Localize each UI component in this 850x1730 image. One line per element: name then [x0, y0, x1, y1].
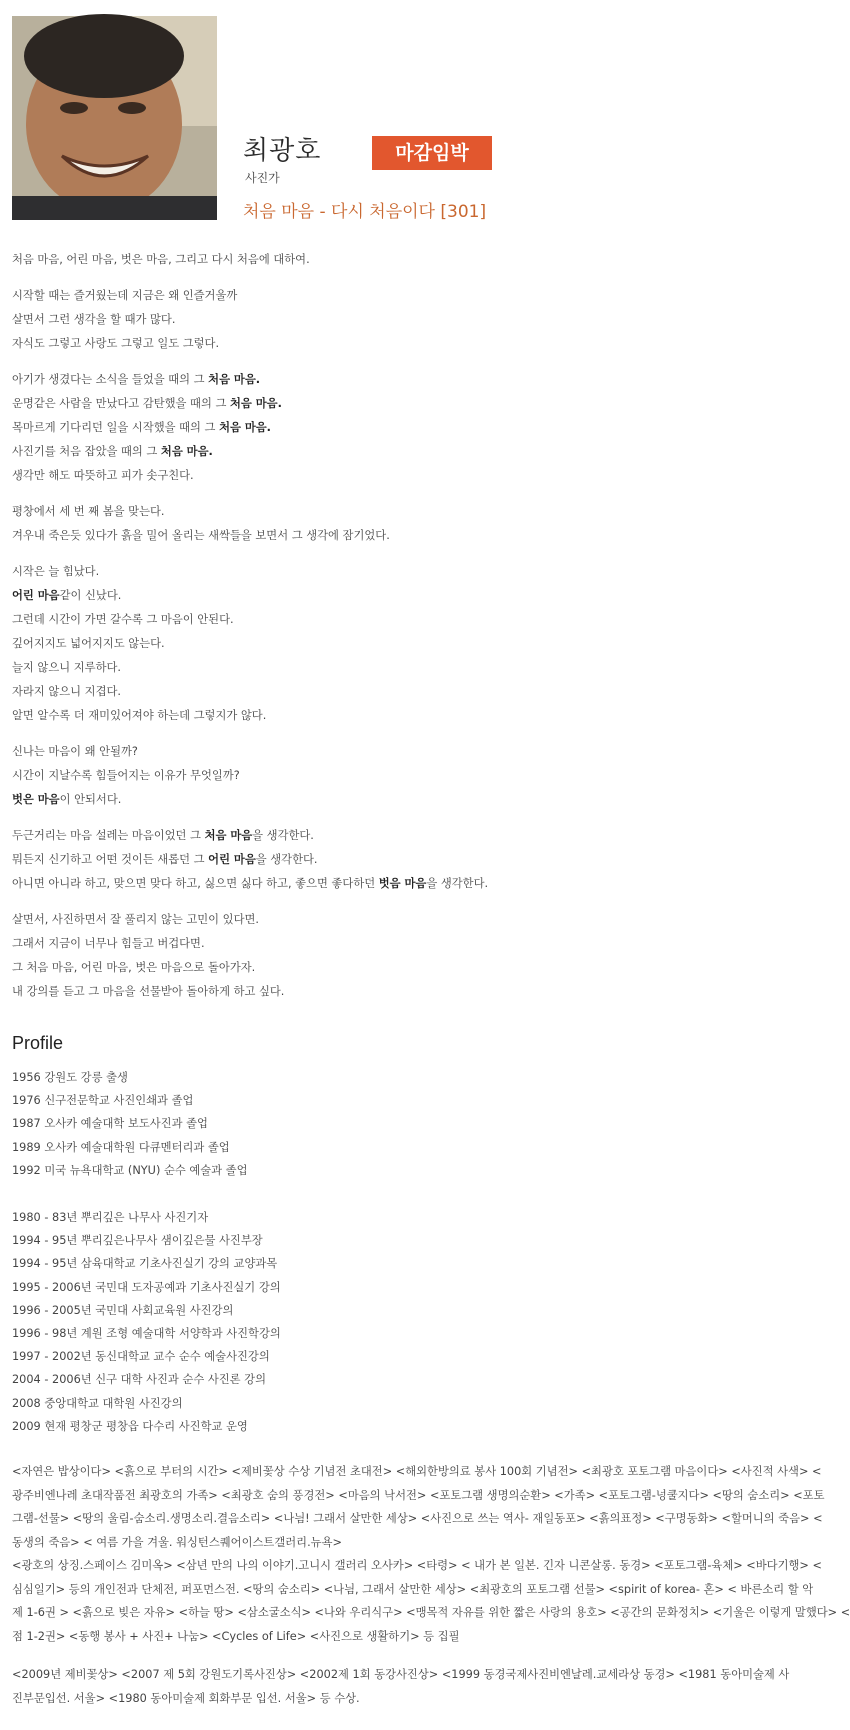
- intro-line: [12, 848, 712, 872]
- intro-line: [12, 416, 712, 440]
- intro-line: [12, 740, 712, 764]
- intro-paragraph: [12, 500, 712, 548]
- works-line: 그램-선물> <땅의 울림-숨소리.생명소리.결음소리> <나늼! 그래서 살만한 세상> <사진으로 쓰는 역사- 재일동포> <흙의표정> <구명동화> <할머니의 죽음> <: [12, 1512, 823, 1525]
- intro-line: [12, 980, 712, 1004]
- intro-line: [12, 680, 712, 704]
- career-item: 2008 중앙대학교 대학원 사진강의: [12, 1396, 183, 1410]
- intro-line: [12, 308, 712, 332]
- awards-line: <2009년 제비꽃상> <2007 제 5회 강원도기록사진상> <2002제 1회 동강사진상> <1999 동경국제사진비엔날레.교세라상 동경> <1981 동아미술제 사: [12, 1668, 790, 1681]
- profile-photo: [12, 16, 217, 220]
- text-segment: 시작할 때는 즐거웠는데 지금은 왜 인즐거울까: [12, 289, 238, 302]
- text-segment: 뭐든지 신기하고 어떤 것이든 새롭던 그: [12, 853, 209, 866]
- works-line: 심심일기> 등의 개인전과 단체전, 퍼포먼스전. <땅의 숨소리> <나늼, 그래서 살만한 세상> <최광호의 포토그램 선물> <spirit of korea- 혼> < 바른소리 할 악: [12, 1582, 814, 1596]
- intro-line: [12, 500, 712, 524]
- emphasis-text: 벗음 마음: [378, 877, 427, 890]
- intro-paragraph: [12, 824, 712, 896]
- emphasis-text: 처음 마음.: [219, 421, 271, 434]
- works-line: 동생의 죽음> < 여름 가을 겨울. 워싱턴스퀘어이스트갤러리.뉴욕>: [12, 1535, 342, 1549]
- text-segment: 자라지 않으니 지겹다.: [12, 685, 121, 698]
- intro-line: [12, 584, 712, 608]
- intro-paragraph: [12, 740, 712, 812]
- text-segment: 처음 마음, 어린 마음, 벗은 마음, 그리고 다시 처음에 대하여.: [12, 253, 310, 266]
- intro-paragraph: [12, 908, 712, 1004]
- awards-list: [12, 1663, 790, 1710]
- intro-line: [12, 608, 712, 632]
- deadline-badge: 마감임박: [372, 136, 492, 170]
- education-item: 1987 오사카 예술대학 보도사진과 졸업: [12, 1117, 208, 1131]
- intro-line: [12, 332, 712, 356]
- works-line: <광호의 상징.스페이스 김미옥> <삼년 만의 나의 이야기.고니시 갤러리 오사카> <타령> < 내가 본 일본. 긴자 니콘살롱. 동경> <포토그램-육체> <바다기행> <: [12, 1559, 822, 1572]
- text-segment: 살면서 그런 생각을 할 때가 많다.: [12, 313, 176, 326]
- text-segment: 그 처음 마음, 어린 마음, 벗은 마음으로 돌아가자.: [12, 961, 256, 974]
- intro-line: [12, 764, 712, 788]
- intro-line: [12, 632, 712, 656]
- portrait-image: [12, 16, 217, 220]
- intro-line: [12, 560, 712, 584]
- text-segment: 목마르게 기다리던 일을 시작했을 때의 그: [12, 421, 220, 434]
- intro-line: [12, 872, 712, 896]
- intro-line: [12, 956, 712, 980]
- emphasis-text: 처음 마음.: [160, 445, 213, 458]
- profile-heading: Profile: [12, 1033, 64, 1053]
- career-item: 1995 - 2006년 국민대 도자공예과 기초사진실기 강의: [12, 1280, 281, 1294]
- education-item: 1976 신구전문학교 사진인쇄과 졸업: [12, 1094, 194, 1108]
- career-item: 1980 - 83년 뿌리깊은 나무사 사진기자: [12, 1211, 209, 1225]
- career-item: 2009 현재 평창군 평창읍 다수리 사진학교 운영: [12, 1419, 248, 1433]
- text-segment: 평창에서 세 번 째 봄을 맞는다.: [12, 505, 165, 518]
- text-segment: 두근거리는 마음 설레는 마음이었던 그: [12, 829, 205, 842]
- text-segment: 을 생각한다.: [252, 829, 314, 842]
- education-item: 1956 강원도 강릉 출생: [12, 1071, 128, 1084]
- emphasis-text: 벗은 마음: [12, 793, 60, 806]
- text-segment: 그래서 지금이 너무나 힘들고 버겁다면.: [12, 937, 205, 950]
- intro-line: [12, 284, 712, 308]
- text-segment: 아니면 아니라 하고, 맞으면 맞다 하고, 싫으면 싫다 하고, 좋으면 좋다하던: [12, 877, 379, 890]
- text-segment: 을 생각한다.: [426, 877, 489, 890]
- text-segment: 같이 신났다.: [59, 589, 122, 602]
- intro-paragraph: [12, 284, 712, 356]
- works-line: 제 1-6권 > <흙으로 빚은 자유> <하늘 땅> <삼소굴소식> <나와 우리식구> <맹목적 자유를 위한 짧은 사랑의 용호> <공간의 문화정치> <기울은 이렇게 말했다> <: [12, 1606, 850, 1619]
- text-segment: 늘지 않으니 지루하다.: [12, 661, 121, 674]
- text-segment: 깊어지지도 넓어지지도 않는다.: [12, 637, 165, 650]
- text-segment: 을 생각한다.: [255, 853, 318, 866]
- intro-line: [12, 908, 712, 932]
- intro-line: [12, 824, 712, 848]
- text-segment: 알면 알수록 더 재미있어져야 하는데 그렇지가 않다.: [12, 709, 267, 722]
- course-description: [12, 248, 712, 1016]
- text-segment: 시작은 늘 힘났다.: [12, 565, 100, 578]
- intro-line: [12, 392, 712, 416]
- intro-line: [12, 932, 712, 956]
- intro-line: [12, 788, 712, 812]
- emphasis-text: 처음 마음.: [229, 397, 282, 410]
- course-title: 처음 마음 - 다시 처음이다 [301]: [243, 202, 487, 222]
- awards-line: 진부문입선. 서울> <1980 동아미술제 회화부문 입선. 서울> 등 수상.: [12, 1691, 360, 1705]
- intro-line: [12, 704, 712, 728]
- text-segment: 이 안되서다.: [59, 793, 122, 806]
- education-list: [12, 1066, 712, 1182]
- text-segment: 사진기를 처음 잡았을 때의 그: [12, 445, 161, 458]
- intro-line: [12, 440, 712, 464]
- career-list: [12, 1206, 712, 1438]
- education-item: 1992 미국 뉴욕대학교 (NYU) 순수 예술과 졸업: [12, 1163, 248, 1177]
- career-item: 1994 - 95년 뿌리깊은나무사 샘이깊은물 사진부장: [12, 1234, 263, 1248]
- text-segment: 신나는 마음이 왜 안될까?: [12, 745, 138, 758]
- career-item: 2004 - 2006년 신구 대학 사진과 순수 사진론 강의: [12, 1373, 266, 1387]
- intro-line: [12, 464, 712, 488]
- text-segment: 그런데 시간이 가면 갈수록 그 마음이 안된다.: [12, 613, 234, 626]
- career-item: 1996 - 2005년 국민대 사회교육원 사진강의: [12, 1303, 234, 1317]
- intro-line: [12, 368, 712, 392]
- intro-line: [12, 656, 712, 680]
- author-role: 사진가: [245, 171, 280, 185]
- career-item: 1996 - 98년 계원 조형 예술대학 서양학과 사진학강의: [12, 1327, 281, 1341]
- emphasis-text: 처음 마음: [204, 829, 253, 842]
- text-segment: 아기가 생겼다는 소식을 들었을 때의 그: [12, 373, 209, 386]
- text-segment: 자식도 그렇고 사랑도 그렇고 일도 그렇다.: [12, 337, 220, 350]
- works-line: <자연은 밥상이다> <흙으로 부터의 시간> <제비꽃상 수상 기념전 초대전> <해외한방의료 봉사 100회 기념전> <최광호 포토그램 마음이다> <사진적 사색> <: [12, 1465, 822, 1478]
- intro-line: [12, 524, 712, 548]
- emphasis-text: 어린 마음: [208, 853, 256, 866]
- text-segment: 내 강의를 듣고 그 마음을 선물받아 돌아하게 하고 싶다.: [12, 985, 285, 998]
- text-segment: 운명같은 사람을 만났다고 감탄했을 때의 그: [12, 397, 230, 410]
- text-segment: 시간이 지날수록 힘들어지는 이유가 무엇일까?: [12, 769, 240, 782]
- emphasis-text: 처음 마음.: [208, 373, 261, 386]
- profile-section: [12, 1066, 712, 1438]
- emphasis-text: 어린 마음: [12, 589, 60, 602]
- works-list: [12, 1460, 850, 1648]
- works-line: 점 1-2권> <동행 봉사 + 사진+ 나눔> <Cycles of Life> <사진으로 생활하기> 등 집필: [12, 1629, 460, 1643]
- text-segment: 살면서, 사진하면서 잘 풀리지 않는 고민이 있다면.: [12, 913, 259, 926]
- intro-paragraph: [12, 248, 712, 272]
- works-line: 광주비엔나레 초대작품전 최광호의 가족> <최광호 숨의 풍경전> <마음의 낙서전> <포토그램 생명의순환> <가족> <포토그램-넝쿨지다> <땅의 숨소리> <포토: [12, 1488, 825, 1502]
- intro-line: [12, 248, 712, 272]
- text-segment: 생각만 해도 따뜻하고 피가 솟구친다.: [12, 469, 194, 482]
- text-segment: 겨우내 죽은듯 있다가 흙을 밀어 올리는 새싹들을 보면서 그 생각에 잠기었다.: [12, 529, 390, 542]
- author-name: 최광호: [243, 136, 322, 166]
- intro-paragraph: [12, 560, 712, 728]
- career-item: 1997 - 2002년 동신대학교 교수 순수 예술사진강의: [12, 1350, 270, 1364]
- intro-paragraph: [12, 368, 712, 488]
- career-item: 1994 - 95년 삼육대학교 기초사진실기 강의 교양과목: [12, 1257, 278, 1271]
- education-item: 1989 오사카 예술대학원 다큐멘터리과 졸업: [12, 1140, 230, 1154]
